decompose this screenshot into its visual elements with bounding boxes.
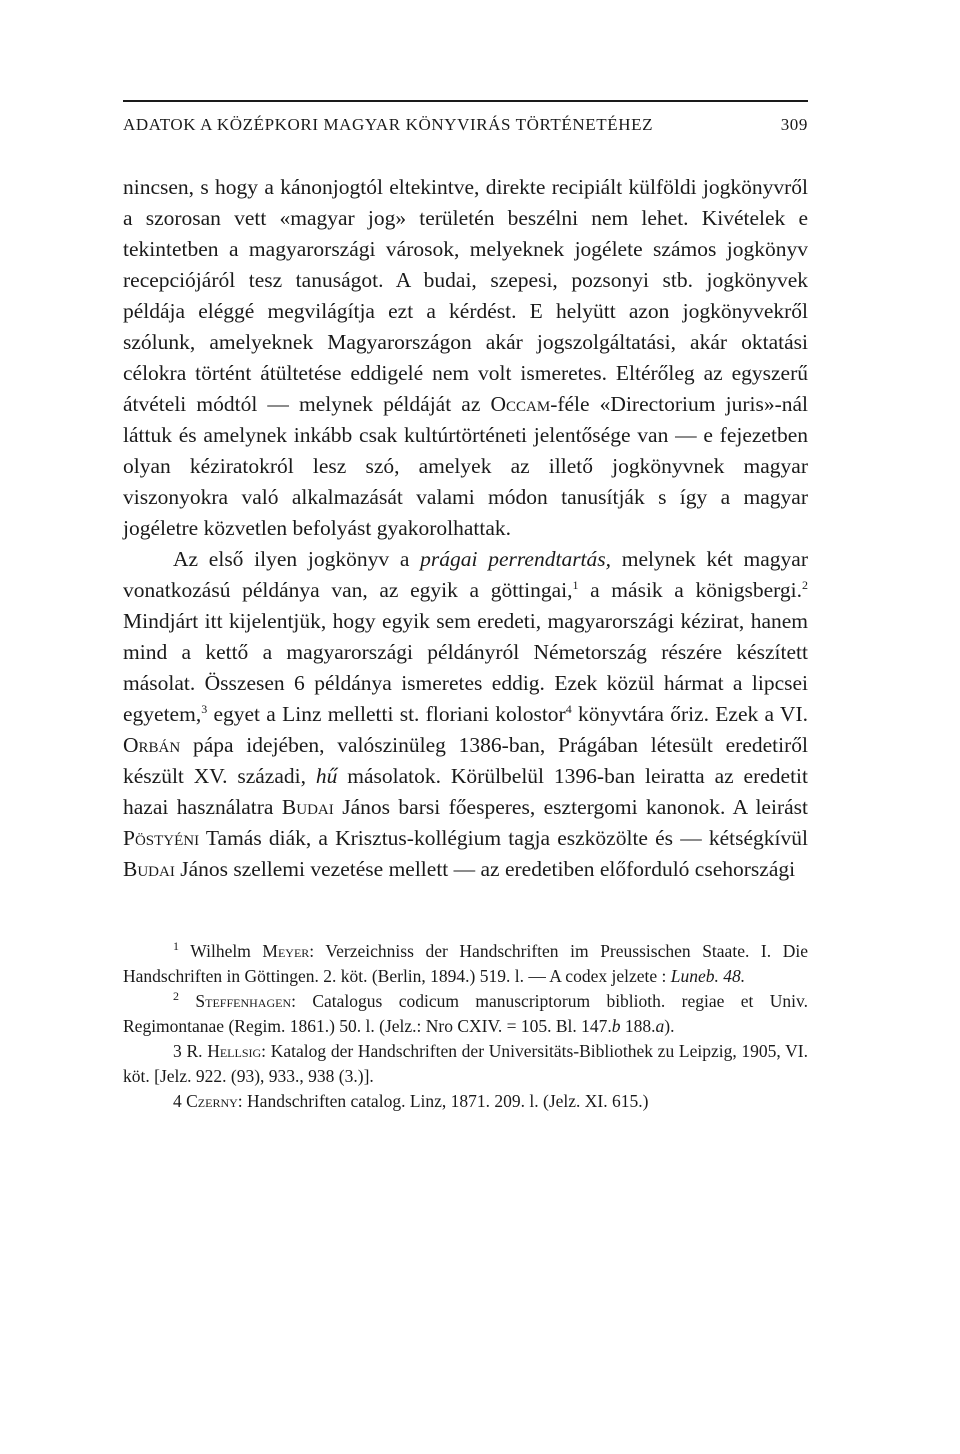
author-name: Budai xyxy=(123,857,175,881)
italic-text: hű xyxy=(315,764,338,788)
italic-text: Luneb. 48. xyxy=(670,966,746,986)
text-run: János barsi főesperes, esztergomi kanonok. A leirást xyxy=(333,795,808,819)
text-run: : Catalogus codicum manuscriptorum biblioth. regiae et Univ. Regimontanae (Regim. 1861.) 50. l. (Jelz.: Nro CXIV. = 105. Bl. 147. xyxy=(123,991,809,1036)
text-run: könyvtára őriz. Ezek a VI. xyxy=(571,702,808,726)
footnote-ref: 3 xyxy=(201,701,208,716)
header-rule xyxy=(123,100,808,102)
footnote-number: 3 xyxy=(173,1041,182,1061)
author-name: Budai xyxy=(281,795,334,819)
footnote-4 xyxy=(123,1089,808,1114)
text-run: : Katalog der Handschriften der Universitäts-Bibliothek zu Leipzig, 1905, VI. köt. [Jelz. 922. (93), 933., 938 (3.)]. xyxy=(123,1041,809,1086)
paragraph-1 xyxy=(123,172,808,544)
text-run: melynek két magyar vonatkozású példánya van, az egyik a göttingai, xyxy=(123,547,808,602)
text-run: -féle «Directorium juris»-nál láttuk és amelynek inkább csak kultúrtörténeti jelentősége van — e fejezetben olyan kéziratokról lesz szó, amelyek az illető jogkönyvnek magyar viszonyokra való alkalmazását valami módon tanusítják s így a magyar jogéletre közvetlen befolyást gyakorolhattak. xyxy=(123,392,808,540)
text-run: egyet a Linz melletti st. floriani kolostor xyxy=(207,702,566,726)
text-run: : Handschriften catalog. Linz, 1871. 209. l. (Jelz. XI. 615.) xyxy=(237,1091,649,1111)
text-run: : Verzeichniss der Handschriften im Preussischen Staate. I. Die Handschriften in Göttingen. 2. köt. (Berlin, 1894.) 519. l. — A codex jelzete : xyxy=(123,941,808,986)
footnote-number: 2 xyxy=(173,989,179,1004)
running-head xyxy=(123,112,808,138)
footnote-ref: 4 xyxy=(565,701,572,716)
text-run: János szellemi vezetése mellett — az eredetiben előforduló csehországi xyxy=(174,857,796,881)
author-name: Hellsig xyxy=(207,1041,262,1061)
author-name: Czerny xyxy=(186,1091,238,1111)
text-run: Tamás diák, a Krisztus-kollégium tagja eszközölte és — kétségkívül xyxy=(199,826,808,850)
footnotes xyxy=(123,939,808,1114)
footnote-number: 4 xyxy=(173,1091,182,1111)
italic-text: prágai perrendtartás, xyxy=(420,547,612,571)
text-run: R. xyxy=(186,1041,208,1061)
text-run: Mindjárt itt kijelentjük, hogy egyik sem eredeti, magyarországi kézirat, hanem mind a kettő a magyarországi példányról Németország részére készített másolat. Összesen 6 példánya ismeretes eddig. Ezek közül hármat a lipcsei egyetem, xyxy=(123,609,808,726)
text-run: ). xyxy=(664,1016,675,1036)
footnote-ref: 2 xyxy=(801,577,808,592)
author-name: Orbán xyxy=(123,733,181,757)
footnote-3 xyxy=(123,1039,808,1089)
footnote-ref: 1 xyxy=(572,577,579,592)
page xyxy=(123,100,808,1114)
footnote-number: 1 xyxy=(173,939,179,954)
paragraph-2 xyxy=(123,544,808,885)
italic-text: b xyxy=(611,1016,621,1036)
text-run: pápa idejében, valószinüleg 1386-ban, Prágában létesült eredetiről készült XV. századi, xyxy=(123,733,808,788)
text-run: másolatok. Körülbelül 1396-ban leiratta az eredetit hazai használatra xyxy=(123,764,808,819)
italic-text: a xyxy=(655,1016,665,1036)
author-name: Meyer xyxy=(262,941,310,961)
author-name: Occam xyxy=(490,392,551,416)
footnote-2 xyxy=(123,989,808,1039)
author-name: Steffenhagen xyxy=(195,991,292,1011)
text-run: nincsen, s hogy a kánonjogtól eltekintve, direkte recipiált külföldi jogkönyvről a szorosan vett «magyar jog» területén beszélni nem lehet. Kivételek e tekintetben a magyarországi városok, melyeknek jogélete számos jogkönyv recepciójáról tesz tanuságot. A budai, szepesi, pozsonyi stb. jogkönyvek példája eléggé megvilágítja ezt a kérdést. E helyütt azon jogkönyvekről szólunk, amelyeknek Magyarországon akár jogszolgáltatási, akár oktatási célokra történt átültetése eddigelé nem volt ismeretes. Eltérőleg az egyszerű átvételi módtól — melynek példáját az xyxy=(123,175,808,416)
text-run: Az első ilyen jogkönyv a xyxy=(173,547,421,571)
text-run: 188. xyxy=(620,1016,656,1036)
author-name: Pöstyéni xyxy=(123,826,200,850)
text-run: a másik a königsbergi. xyxy=(578,578,802,602)
running-title: ADATOK A KÖZÉPKORI MAGYAR KÖNYVIRÁS TÖRTÉNETÉHEZ xyxy=(123,115,654,134)
footnote-1: $^1$ Wilhelm Meyer: Verzeichniss der Handschriften im Preussischen Staate. I. Die Handschriften in Göttingen. 2. köt. (Berlin, 1894.) 519. l. — A codex jelzete : Luneb. 48. xyxy=(123,939,808,986)
page-number: 309 xyxy=(780,115,808,134)
main-text xyxy=(123,172,808,885)
